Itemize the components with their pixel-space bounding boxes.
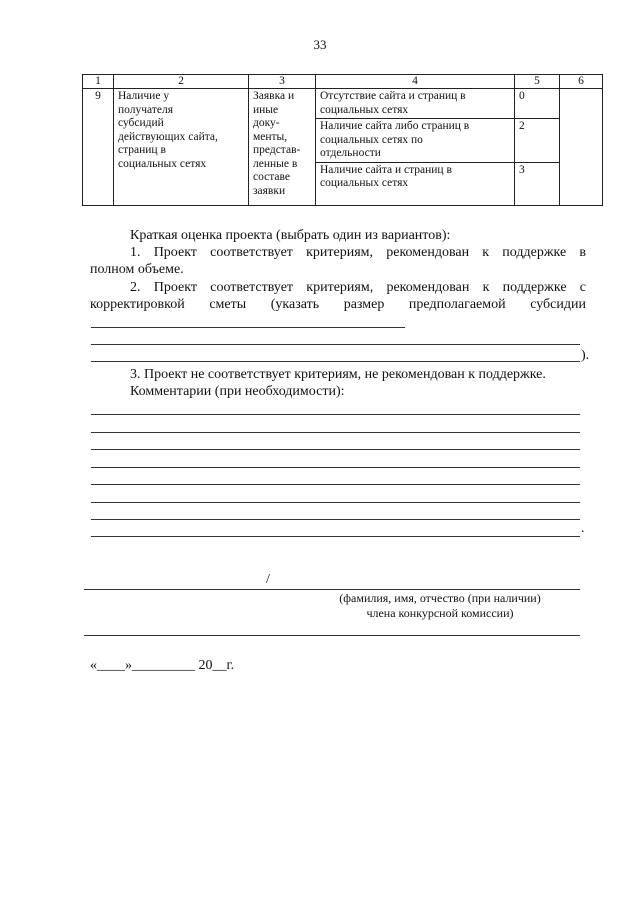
option-line: отдельности <box>320 147 381 159</box>
signature-slash: / <box>266 572 270 587</box>
option-line: Наличие сайта и страниц в <box>320 163 452 176</box>
subsidy-amount-line[interactable] <box>91 344 580 345</box>
criterion-cell <box>114 89 249 206</box>
name-line[interactable] <box>84 635 580 636</box>
source-line: заявки <box>253 184 286 197</box>
score-cell: 2 <box>515 119 560 163</box>
comment-line[interactable] <box>91 449 580 450</box>
option-1-line-1: 1. Проект соответствует критериям, рекомендован к поддержке в <box>130 245 586 260</box>
closing-parenthesis: ). <box>581 348 590 363</box>
source-line: доку- <box>253 117 280 129</box>
table-header-row <box>83 75 603 89</box>
criterion-line: Наличие у <box>118 90 170 102</box>
option-line: Наличие сайта либо страниц в <box>320 120 470 132</box>
option-1-line-2: полном объеме. <box>90 262 184 277</box>
source-line: Заявка и <box>253 90 295 102</box>
comment-line[interactable] <box>91 432 580 433</box>
assessment-intro: Краткая оценка проекта (выбрать один из вариантов): <box>130 228 451 243</box>
comment-line[interactable] <box>91 519 580 520</box>
subsidy-amount-line[interactable] <box>91 327 405 328</box>
signature-caption-line-1: (фамилия, имя, отчество (при наличии) <box>339 591 541 605</box>
criteria-table <box>82 74 603 206</box>
criterion-line: действующих сайта, <box>118 130 218 143</box>
criterion-line: получателя <box>118 103 173 116</box>
comments-label: Комментарии (при необходимости): <box>130 384 345 399</box>
criterion-line: социальных сетях <box>118 157 207 170</box>
signature-caption-line-2: члена конкурсной комиссии) <box>366 606 514 620</box>
comments-end-period: . <box>581 521 585 536</box>
comment-line[interactable] <box>91 467 580 468</box>
option-line: социальных сетях <box>320 103 409 116</box>
criterion-line: субсидий <box>118 117 164 129</box>
column-header: 5 <box>515 75 560 89</box>
source-line: иные <box>253 103 279 116</box>
source-line: ленные в <box>253 157 298 170</box>
source-line: представ- <box>253 144 301 156</box>
column-header: 3 <box>249 75 316 89</box>
column-header: 1 <box>83 75 114 89</box>
column-header: 4 <box>316 75 515 89</box>
subsidy-amount-line[interactable] <box>91 361 580 362</box>
table-row <box>83 89 603 119</box>
column-header: 6 <box>560 75 603 89</box>
source-line: составе <box>253 171 290 183</box>
page-number: 33 <box>313 37 327 52</box>
comment-line[interactable] <box>91 484 580 485</box>
comment-line[interactable] <box>91 536 580 537</box>
row-number: 9 <box>83 89 114 206</box>
score-cell: 0 <box>515 89 560 119</box>
criterion-line: страниц в <box>118 144 166 156</box>
comment-line[interactable] <box>91 414 580 415</box>
signature-line[interactable] <box>84 589 580 590</box>
option-3: 3. Проект не соответствует критериям, не рекомендован к поддержке. <box>130 367 546 382</box>
score-cell: 3 <box>515 162 560 205</box>
source-line: менты, <box>253 130 288 143</box>
option-line: Отсутствие сайта и страниц в <box>320 90 466 102</box>
comment-line[interactable] <box>91 502 580 503</box>
source-cell <box>249 89 316 206</box>
option-line: социальных сетях по <box>320 133 423 146</box>
option-2-line-2: корректировкой сметы (указать размер предполагаемой субсидии <box>90 297 586 312</box>
option-line: социальных сетях <box>320 177 409 189</box>
option-cell <box>316 119 515 163</box>
column-header: 2 <box>114 75 249 89</box>
option-2-line-1: 2. Проект соответствует критериям, рекомендован к поддержке с <box>130 280 586 295</box>
option-cell <box>316 162 515 205</box>
empty-score-cell <box>560 89 603 206</box>
option-cell <box>316 89 515 119</box>
date-field[interactable]: «____»_________ 20__г. <box>90 658 235 673</box>
